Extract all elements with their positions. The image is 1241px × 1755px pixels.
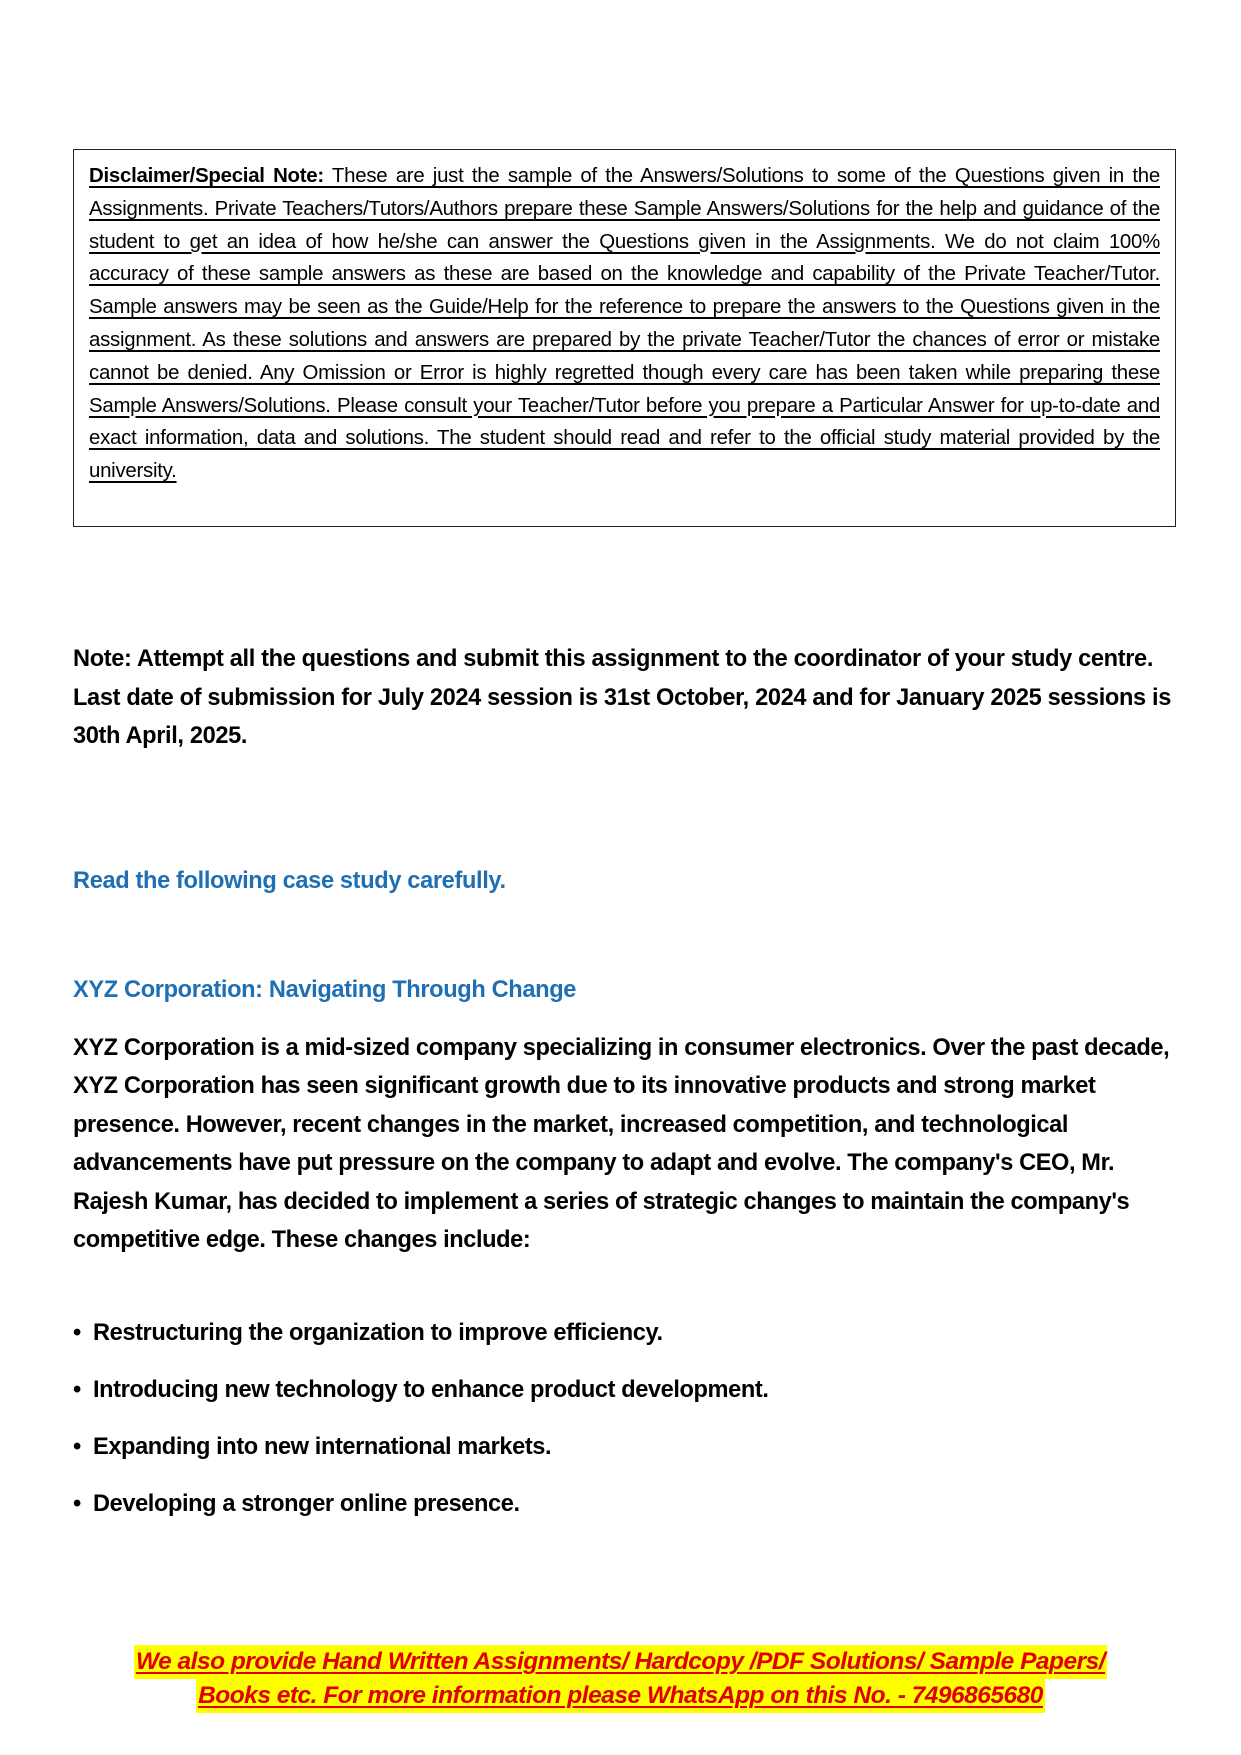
- promo-line-2: Books etc. For more information please WhatsApp on this No. - 7496865680: [196, 1679, 1045, 1713]
- promo-line-1: We also provide Hand Written Assignments/ Hardcopy /PDF Solutions/ Sample Papers/: [134, 1645, 1107, 1679]
- disclaimer-box: [73, 149, 1176, 527]
- list-item: [73, 1485, 768, 1542]
- list-item: [73, 1314, 768, 1371]
- bullet-icon: •: [73, 1434, 81, 1460]
- bullet-icon: •: [73, 1320, 81, 1346]
- disclaimer-lead: Disclaimer/Special Note:: [89, 165, 324, 187]
- promo-footer: [0, 1645, 1241, 1713]
- disclaimer-text: [89, 160, 1160, 488]
- list-item: [73, 1428, 768, 1485]
- case-study-title: XYZ Corporation: Navigating Through Change: [73, 977, 577, 1003]
- disclaimer-body: These are just the sample of the Answers/Solutions to some of the Questions given in the Assignments. Private Teachers/Tutors/Authors prepare these Sample Answers/Solutions for the help and guidance of the student to get an idea of how he/she can answer the Questions given in the Assignments. We do not claim 100% accuracy of these sample answers as these are based on the knowledge and capability of the Private Teacher/Tutor. Sample answers may be seen as the Guide/Help for the reference to prepare the answers to the Questions given in the assignment. As these solutions and answers are prepared by the private Teacher/Tutor the chances of error or mistake cannot be denied. Any Omission or Error is highly regretted though every care has been taken while preparing these Sample Answers/Solutions. Please consult your Teacher/Tutor before you prepare a Particular Answer for up-to-date and exact information, data and solutions. The student should read and refer to the official study material provided by the university.: [89, 165, 1160, 483]
- list-item: [73, 1371, 768, 1428]
- submission-note: Note: Attempt all the questions and submit this assignment to the coordinator of your study centre. Last date of submission for July 2024 session is 31st October, 2024 and for January 2025 sessions is 30th April, 2025.: [73, 646, 1171, 749]
- bullet-icon: •: [73, 1377, 81, 1403]
- instruction-heading: Read the following case study carefully.: [73, 868, 506, 894]
- bullet-icon: •: [73, 1491, 81, 1517]
- list-item-text: Expanding into new international markets.: [93, 1434, 552, 1460]
- list-item-text: Developing a stronger online presence.: [93, 1491, 520, 1517]
- case-study-body: XYZ Corporation is a mid-sized company specializing in consumer electronics. Over the past decade, XYZ Corporation has seen significant growth due to its innovative products and strong market presence. However, recent changes in the market, increased competition, and technological advancements have put pressure on the company to adapt and evolve. The company's CEO, Mr. Rajesh Kumar, has decided to implement a series of strategic changes to maintain the company's competitive edge. These changes include:: [73, 1035, 1170, 1254]
- list-item-text: Introducing new technology to enhance product development.: [93, 1377, 769, 1403]
- list-item-text: Restructuring the organization to improve efficiency.: [93, 1320, 663, 1346]
- strategic-changes-list: [73, 1314, 768, 1542]
